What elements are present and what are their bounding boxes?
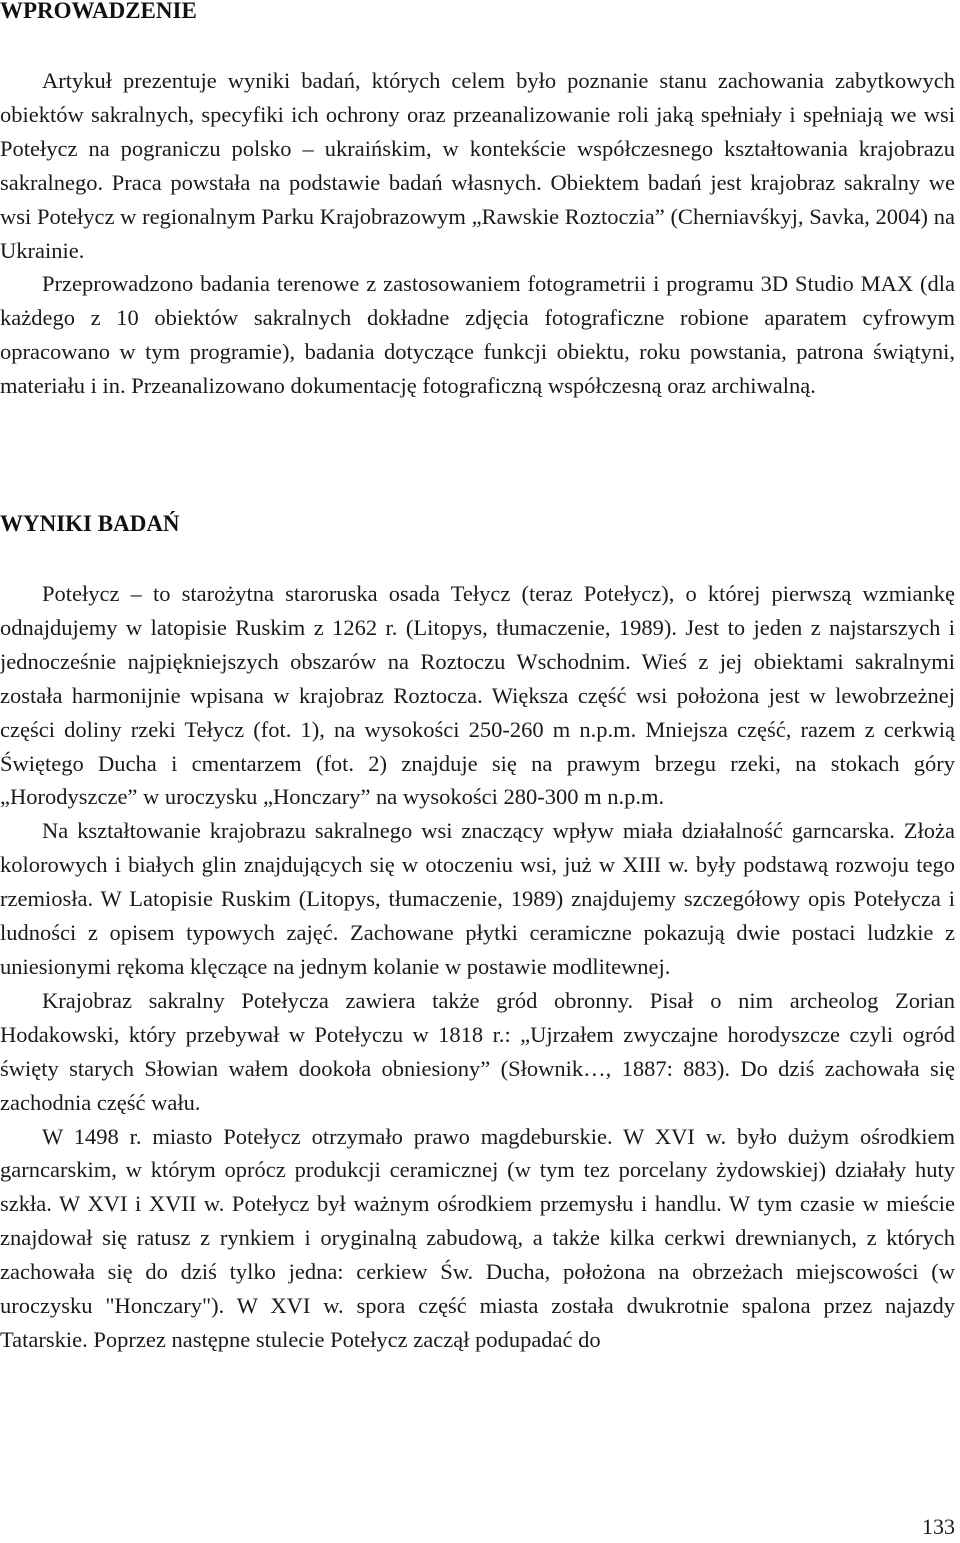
paragraph: W 1498 r. miasto Potełycz otrzymało prawo magdeburskie. W XVI w. było dużym ośrodkiem garncarskim, w którym oprócz produkcji ceramicznej (w tym tez porcelany żydowskiej) działały huty szkła. W XVI i XVII w. Potełycz był ważnym ośrodkiem przemysłu i handlu. W tym czasie w mieście znajdował się ratusz z rynkiem i oryginalną zabudową, a także kilka cerkwi drewnianych, z których zachowała się do dziś tylko jedna: cerkiew Św. Ducha, położona na obrzeżach miejscowości (w uroczysku "Honczary"). W XVI w. spora część miasta została dwukrotnie spalona przez najazdy Tatarskie. Poprzez następne stulecie Potełycz zaczął podupadać do — [0, 1123, 955, 1352]
paragraph: Przeprowadzono badania terenowe z zastosowaniem fotogrametrii i programu 3D Studio MAX (dla każdego z 10 obiektów sakralnych dokładne zdjęcia fotograficzne robione aparatem cyfrowym opracowano w tym programie), badania dotyczące funkcji obiektu, roku powstania, patrona świątyni, materiału i in. Przeanalizowano dokumentację fotograficzną współczesną oraz archiwalną. — [0, 271, 955, 399]
paragraph: Na kształtowanie krajobrazu sakralnego wsi znaczący wpływ miała działalność garncarska. Złoża kolorowych i białych glin znajdujących się w otoczeniu wsi, już w XIII w. były podstawą rozwoju tego rzemiosła. W Latopisie Ruskim (Litopys, tłumaczenie, 1989) znajdujemy szczegółowy opis Potełycza i ludności z opisem typowych zajęć. Zachowane płytki ceramiczne pokazują dwie postaci ludzkie z uniesionymi rękoma klęczące na jednym kolanie w postawie modlitewnej. — [0, 818, 955, 979]
section-heading-introduction: WPROWADZENIE — [0, 0, 197, 23]
page-number: 133 — [922, 1514, 955, 1539]
paragraph: Potełycz – to starożytna staroruska osada Tełycz (teraz Potełycz), o której pierwszą wzmiankę odnajdujemy w latopisie Ruskim z 1262 r. (Litopys, tłumaczenie, 1989). Jest to jeden z najstarszych i jednocześnie najpiękniejszych obszarów na Roztoczu Wschodnim. Wieś z jej obiektami sakralnymi została harmonijnie wpisana w krajobraz Roztocza. Większa część wsi położona jest w lewobrzeżnej części doliny rzeki Tełycz (fot. 1), na wysokości 250-260 m n.p.m. Mniejsza część, razem z cerkwią Świętego Ducha i cmentarzem (fot. 2) znajduje się na prawym brzegu rzeki, na stokach góry „Horodyszcze” w uroczysku „Honczary” na wysokości 280-300 m n.p.m. — [0, 581, 955, 810]
paragraph: Artykuł prezentuje wyniki badań, których celem było poznanie stanu zachowania zabytkowych obiektów sakralnych, specyfiki ich ochrony oraz przeanalizowanie roli jaką spełniały i spełniają we wsi Potełycz na pograniczu polsko – ukraińskim, w kontekście współczesnego kształtowania krajobrazu sakralnego. Praca powstała na podstawie badań własnych. Obiektem badań jest krajobraz sakralny we wsi Potełycz w regionalnym Parku Krajobrazowym „Rawskie Roztoczia” (Cherniavśkyj, Savka, 2004) na Ukrainie. — [0, 68, 955, 263]
paragraph: Krajobraz sakralny Potełycza zawiera także gród obronny. Pisał o nim archeolog Zorian Hodakowski, który przebywał w Potełyczu w 1818 r.: „Ujrzałem zwyczajne horodyszcze czyli ogród święty starych Słowian wałem dookoła obniesiony” (Słownik…, 1887: 883). Do dziś zachowała się zachodnia część wału. — [0, 987, 955, 1115]
section-results-body — [0, 577, 955, 1357]
section-heading-results: WYNIKI BADAŃ — [0, 511, 180, 536]
section-introduction-body — [0, 64, 955, 403]
